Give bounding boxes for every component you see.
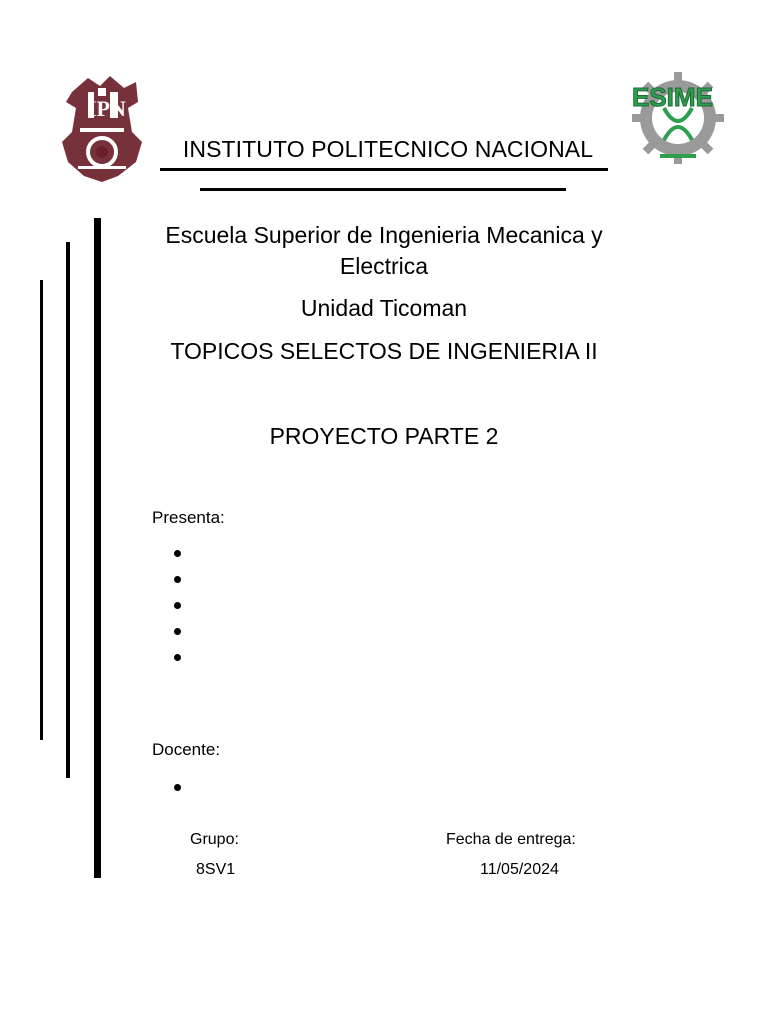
- presenter-bullet: [174, 550, 181, 557]
- teacher-label: Docente:: [152, 740, 221, 759]
- group-value: 8SV1: [196, 861, 236, 878]
- presenter-bullet: [174, 654, 181, 661]
- presenter-bullet: [174, 576, 181, 583]
- decorative-line-medium: [66, 242, 70, 778]
- school-name: Escuela Superior de Ingenieria Mecanica y Electrica: [165, 222, 603, 279]
- project-title: PROYECTO PARTE 2: [269, 423, 499, 449]
- unit-name: Unidad Ticoman: [300, 295, 468, 321]
- presenter-bullet: [174, 628, 181, 635]
- institute-title: INSTITUTO POLITECNICO NACIONAL: [182, 136, 594, 162]
- decorative-line-thin: [40, 280, 43, 740]
- title-underline-top: [160, 168, 608, 171]
- title-underline-bottom: [200, 188, 566, 191]
- esime-logo: [628, 64, 728, 170]
- teacher-bullet: [174, 784, 181, 791]
- date-value: 11/05/2024: [480, 861, 559, 878]
- date-label: Fecha de entrega:: [446, 831, 576, 848]
- ipn-logo-text: IPN: [88, 96, 126, 121]
- esime-logo-text: ESIME: [632, 82, 713, 112]
- ipn-logo: [58, 72, 146, 184]
- course-name: TOPICOS SELECTOS DE INGENIERIA II: [170, 338, 598, 364]
- presenters-label: Presenta:: [152, 508, 225, 527]
- group-label: Grupo:: [190, 831, 239, 848]
- presenter-bullet: [174, 602, 181, 609]
- decorative-line-thick: [94, 218, 101, 878]
